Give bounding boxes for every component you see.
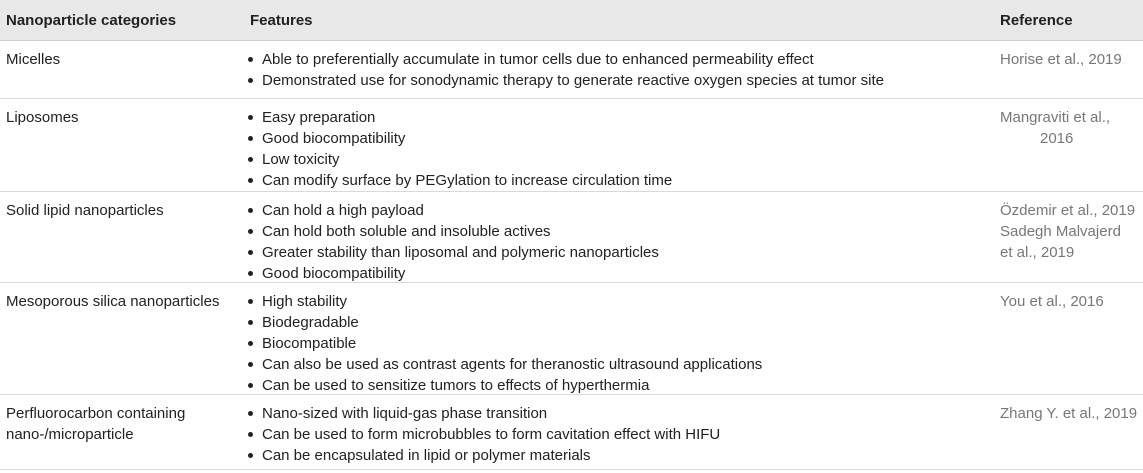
feature-item: Biodegradable: [246, 312, 986, 333]
header-category: Nanoparticle categories: [6, 12, 177, 29]
features-cell: [246, 99, 986, 191]
reference-cell: [1000, 41, 1140, 70]
category-text: Solid lipid nanoparticles: [6, 202, 164, 219]
table-row: [0, 99, 1143, 192]
category-text: Perfluorocarbon containing: [6, 405, 186, 422]
feature-item: Able to preferentially accumulate in tumor cells due to enhanced permeability effect: [246, 49, 986, 70]
table-header: [0, 0, 1143, 41]
reference-text: et al., 2019: [1000, 244, 1075, 261]
features-cell: [246, 192, 986, 284]
feature-item: High stability: [246, 291, 986, 312]
feature-item: Nano-sized with liquid-gas phase transition: [246, 403, 986, 424]
reference-text: 2016: [1040, 130, 1074, 147]
table-row: [0, 41, 1143, 99]
category-cell: [6, 283, 236, 312]
feature-item: Can also be used as contrast agents for theranostic ultrasound applications: [246, 354, 986, 375]
features-cell: [246, 41, 986, 91]
features-cell: [246, 283, 986, 396]
header-reference: Reference: [1000, 12, 1073, 29]
feature-item: Can hold a high payload: [246, 200, 986, 221]
feature-item: Can be used to sensitize tumors to effects of hyperthermia: [246, 375, 986, 396]
reference-text: You et al., 2016: [1000, 293, 1104, 310]
category-cell: [6, 395, 236, 445]
category-text: Micelles: [6, 51, 61, 68]
category-text: nano-/microparticle: [6, 426, 134, 443]
reference-text: Sadegh Malvajerd: [1000, 223, 1121, 240]
table-row: [0, 395, 1143, 470]
category-cell: [6, 192, 236, 221]
category-text: Liposomes: [6, 109, 79, 126]
feature-item: Demonstrated use for sonodynamic therapy to generate reactive oxygen species at tumor site: [246, 70, 986, 91]
feature-item: Can be encapsulated in lipid or polymer materials: [246, 445, 986, 466]
reference-text: Özdemir et al., 2019: [1000, 202, 1136, 219]
feature-item: Biocompatible: [246, 333, 986, 354]
reference-text: Horise et al., 2019: [1000, 51, 1122, 68]
category-cell: [6, 41, 236, 70]
feature-item: Can modify surface by PEGylation to increase circulation time: [246, 170, 986, 191]
feature-item: Good biocompatibility: [246, 128, 986, 149]
reference-cell: [1000, 283, 1140, 312]
feature-item: Can hold both soluble and insoluble actives: [246, 221, 986, 242]
feature-item: Can be used to form microbubbles to form cavitation effect with HIFU: [246, 424, 986, 445]
feature-item: Greater stability than liposomal and polymeric nanoparticles: [246, 242, 986, 263]
header-features: Features: [250, 12, 313, 29]
reference-text: Mangraviti et al.,: [1000, 109, 1111, 126]
reference-cell: [1000, 192, 1140, 263]
features-cell: [246, 395, 986, 466]
reference-text: Zhang Y. et al., 2019: [1000, 405, 1138, 422]
reference-cell: [1000, 395, 1140, 424]
feature-item: Low toxicity: [246, 149, 986, 170]
feature-item: Easy preparation: [246, 107, 986, 128]
table-row: [0, 283, 1143, 395]
category-text: Mesoporous silica nanoparticles: [6, 293, 220, 310]
table-row: [0, 192, 1143, 283]
reference-cell: [1000, 99, 1140, 149]
feature-item: Good biocompatibility: [246, 263, 986, 284]
category-cell: [6, 99, 236, 128]
